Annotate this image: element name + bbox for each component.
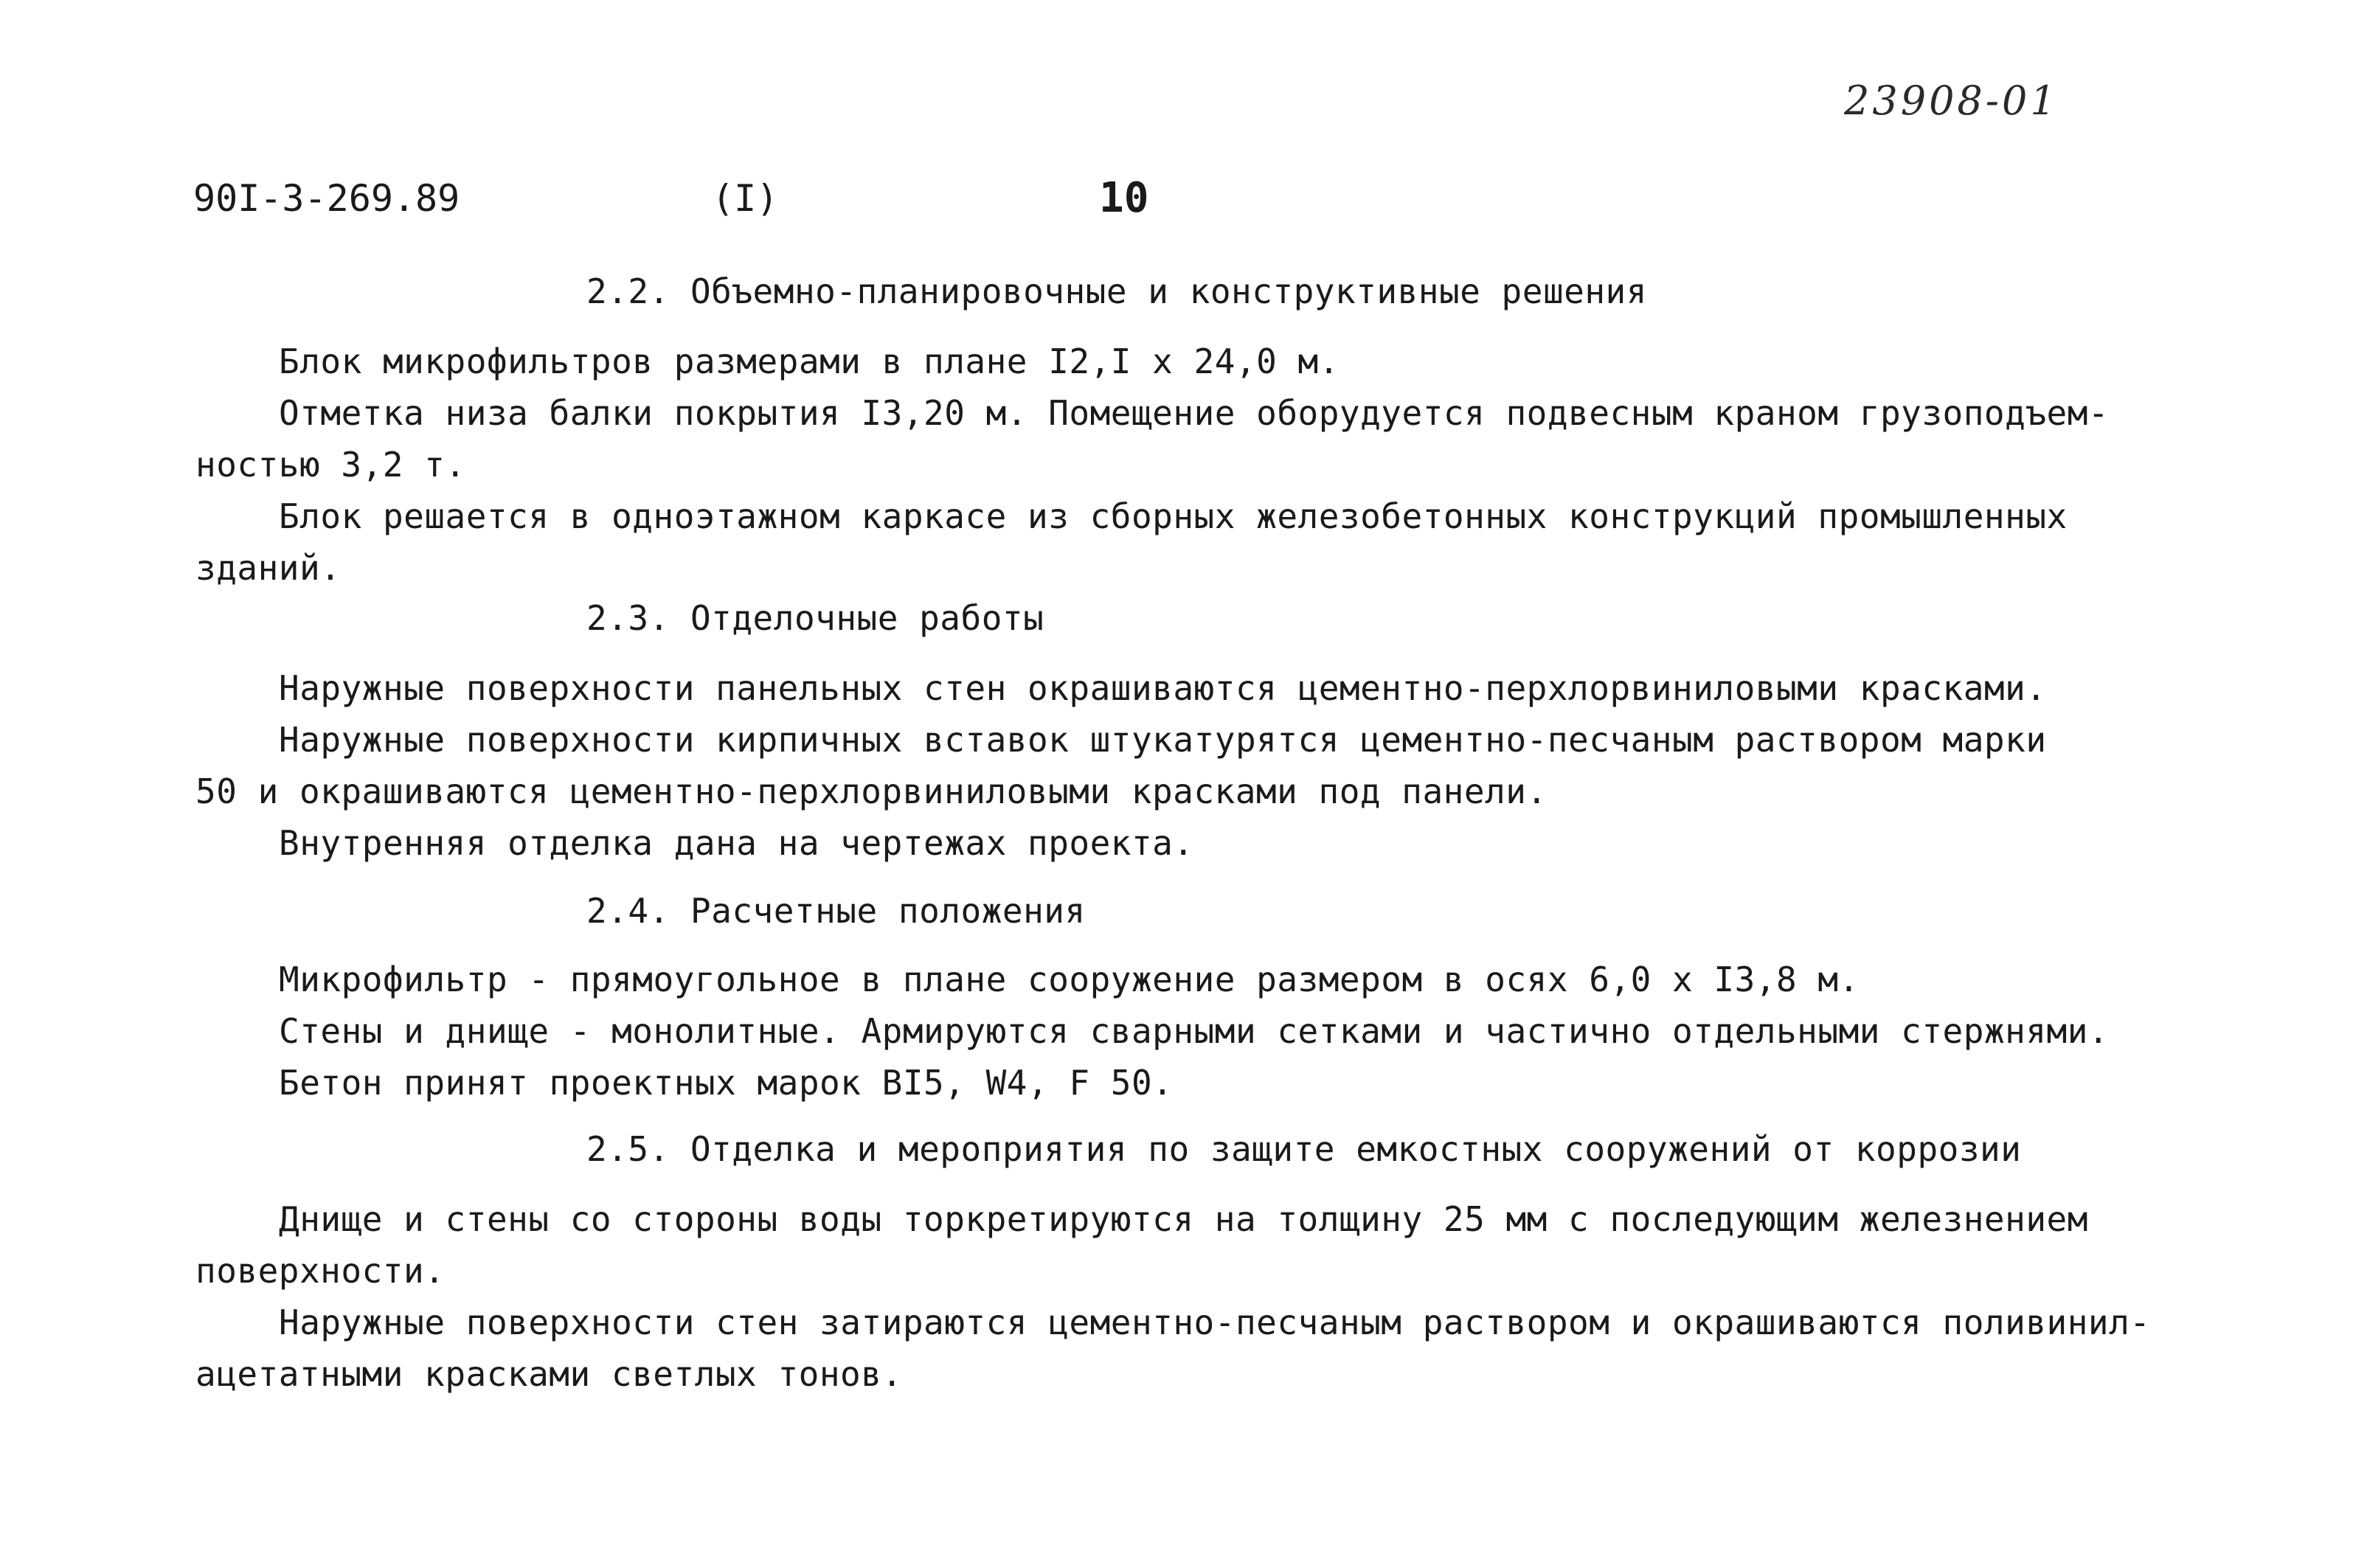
section-heading: 2.2. Объемно-планировочные и конструктивные решения bbox=[586, 271, 1647, 311]
paragraph-line: зданий. bbox=[195, 548, 342, 588]
section-heading: 2.3. Отделочные работы bbox=[586, 598, 1044, 638]
paragraph-line: Бетон принят проектных марок BI5, W4, F 50. bbox=[279, 1063, 1174, 1103]
paragraph-line: Наружные поверхности кирпичных вставок штукатурятся цементно-песчаным раствором марки bbox=[279, 720, 2047, 760]
paragraph-line: 50 и окрашиваются цементно-перхлорвиниловыми красками под панели. bbox=[195, 771, 1548, 811]
paragraph-line: ностью 3,2 т. bbox=[195, 445, 466, 485]
paragraph-line: Отметка низа балки покрытия I3,20 м. Помещение оборудуется подвесным краном грузоподъем- bbox=[279, 393, 2110, 433]
paragraph-line: Наружные поверхности панельных стен окрашиваются цементно-перхлорвиниловыми красками. bbox=[279, 668, 2047, 708]
document-code: 90I-3-269.89 bbox=[193, 177, 460, 220]
paragraph-line: ацетатными красками светлых тонов. bbox=[195, 1354, 903, 1394]
volume-number: (I) bbox=[712, 177, 779, 220]
paragraph-line: Микрофильтр - прямоугольное в плане сооружение размером в осях 6,0 х I3,8 м. bbox=[279, 960, 1860, 999]
section-heading: 2.5. Отделка и мероприятия по защите емкостных сооружений от коррозии bbox=[586, 1129, 2022, 1169]
paragraph-line: Стены и днище - монолитные. Армируются сварными сетками и частично отдельными стержнями. bbox=[279, 1011, 2110, 1051]
paragraph-line: Наружные поверхности стен затираются цементно-песчаным раствором и окрашиваются поливинил- bbox=[279, 1302, 2151, 1342]
paragraph-line: Внутренняя отделка дана на чертежах проекта. bbox=[279, 823, 1194, 863]
paragraph-line: Блок микрофильтров размерами в плане I2,I х 24,0 м. bbox=[279, 341, 1340, 381]
paragraph-line: поверхности. bbox=[195, 1251, 446, 1291]
section-heading: 2.4. Расчетные положения bbox=[586, 891, 1086, 931]
page-number: 10 bbox=[1099, 174, 1149, 222]
handwritten-number: 23908-01 bbox=[1844, 77, 2059, 124]
paragraph-line: Блок решается в одноэтажном каркасе из сборных железобетонных конструкций промышленных bbox=[279, 496, 2068, 536]
paragraph-line: Днище и стены со стороны воды торкретируются на толщину 25 мм с последующим железнением bbox=[279, 1199, 2088, 1239]
